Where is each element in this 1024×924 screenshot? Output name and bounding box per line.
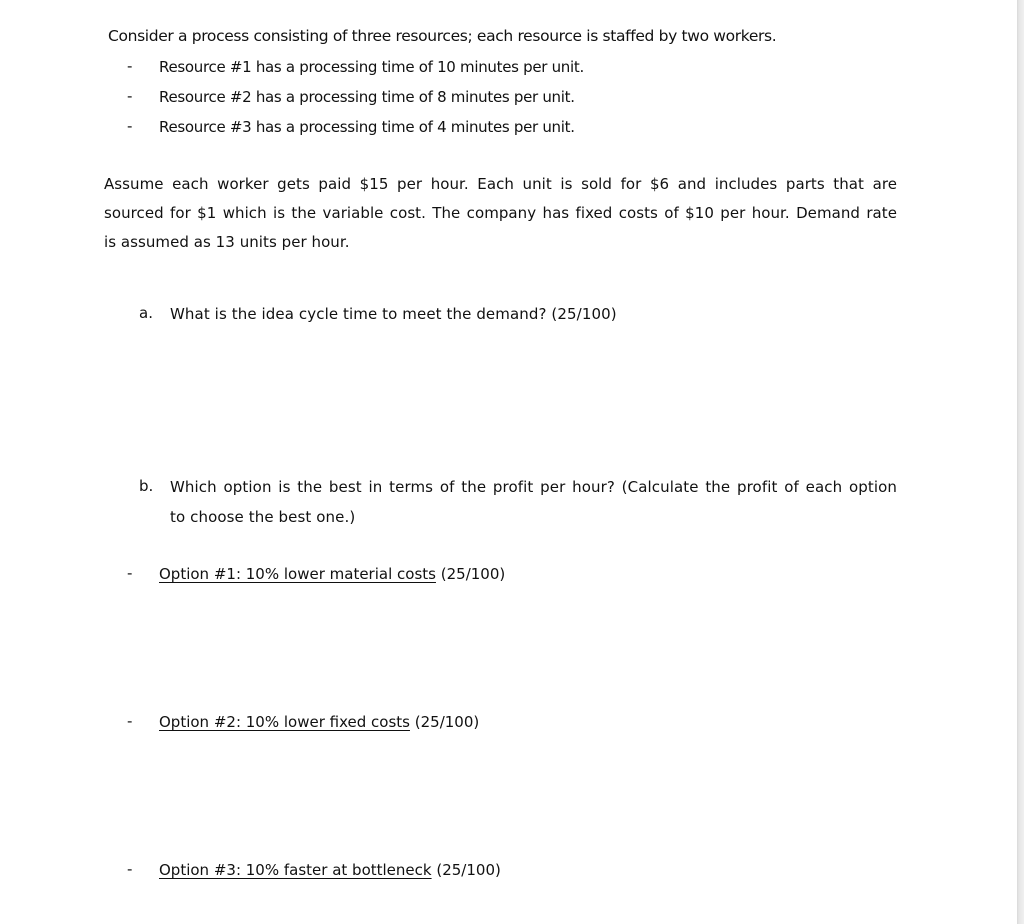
resource-1-bullet: - bbox=[127, 57, 133, 75]
question-b-line-2: to choose the best one.) bbox=[170, 508, 356, 526]
resource-2-bullet: - bbox=[127, 87, 133, 105]
option-3-label: Option #3: 10% faster at bottleneck bbox=[159, 861, 432, 879]
page-right-edge bbox=[1017, 0, 1024, 924]
question-b-line-1: Which option is the best in terms of the profit per hour? (Calculate the profit of each option bbox=[170, 478, 897, 496]
option-3 bbox=[159, 860, 501, 880]
intro-text: Consider a process consisting of three resources; each resource is staffed by two workers. bbox=[108, 27, 777, 45]
resource-1-text: Resource #1 has a processing time of 10 minutes per unit. bbox=[159, 58, 584, 76]
paragraph-line-1: Assume each worker gets paid $15 per hour. Each unit is sold for $6 and includes parts that are bbox=[104, 175, 897, 193]
option-2 bbox=[159, 712, 479, 732]
option-1-bullet: - bbox=[127, 564, 133, 582]
option-3-bullet: - bbox=[127, 860, 133, 878]
option-3-points: (25/100) bbox=[436, 861, 501, 879]
question-a-text: What is the idea cycle time to meet the demand? (25/100) bbox=[170, 305, 617, 323]
resource-3-text: Resource #3 has a processing time of 4 minutes per unit. bbox=[159, 118, 575, 136]
option-2-points: (25/100) bbox=[414, 713, 480, 731]
paragraph-line-2: sourced for $1 which is the variable cost. The company has fixed costs of $10 per hour. Demand rate bbox=[104, 204, 897, 222]
option-1 bbox=[159, 564, 505, 584]
resource-3-bullet: - bbox=[127, 117, 133, 135]
resource-2-text: Resource #2 has a processing time of 8 minutes per unit. bbox=[159, 88, 575, 106]
option-2-label: Option #2: 10% lower fixed costs bbox=[159, 713, 410, 731]
option-1-label: Option #1: 10% lower material costs bbox=[159, 565, 436, 583]
question-a-marker: a. bbox=[139, 304, 153, 322]
option-2-bullet: - bbox=[127, 712, 133, 730]
question-b-marker: b. bbox=[139, 477, 154, 495]
paragraph-line-3: is assumed as 13 units per hour. bbox=[104, 233, 350, 251]
option-1-points: (25/100) bbox=[440, 565, 506, 583]
